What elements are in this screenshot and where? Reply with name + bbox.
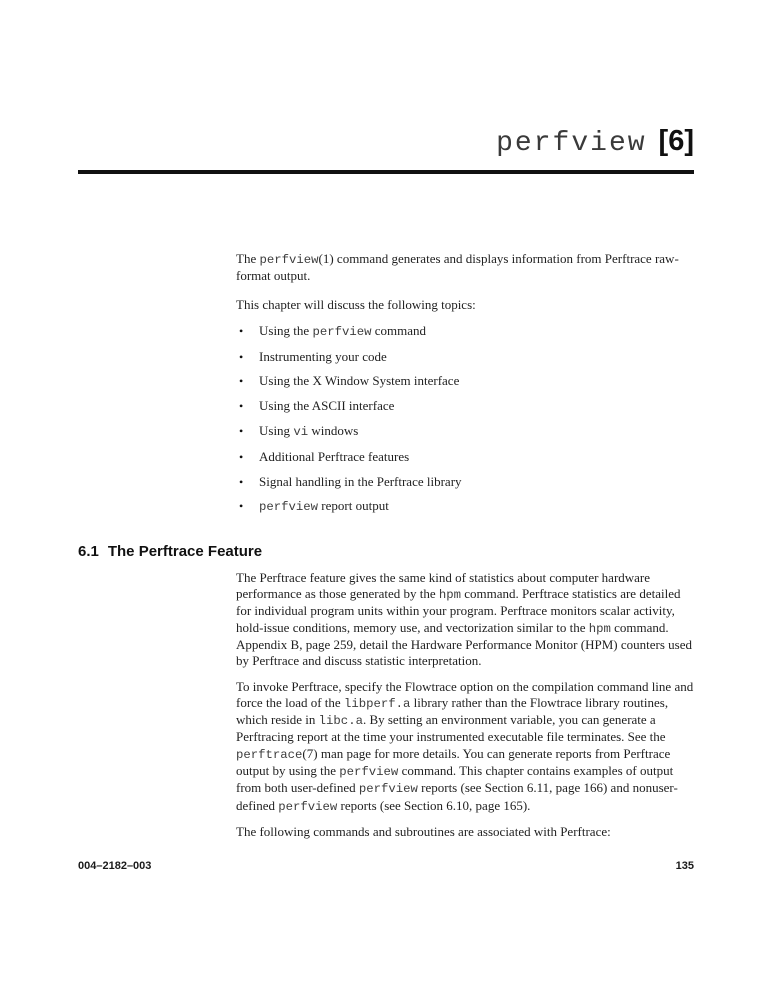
list-item-label: Using the ASCII interface [259, 398, 395, 414]
list-item-label: Additional Perftrace features [259, 448, 410, 464]
section-body [236, 570, 694, 840]
chapter-command: perfview [496, 128, 647, 159]
list-item [236, 373, 694, 389]
bullet-icon: • [239, 349, 244, 364]
section-heading [78, 543, 694, 561]
list-item [236, 474, 694, 490]
list-item-label: Signal handling in the Perftrace library [259, 473, 462, 489]
bullet-icon: • [239, 499, 244, 514]
list-item [236, 323, 694, 340]
page-footer [78, 860, 694, 872]
list-item-label: Using vi windows [259, 423, 359, 440]
section-title: The Perftrace Feature [107, 542, 263, 560]
section-paragraph-3: The following commands and subroutines are associated with Perftrace: [236, 823, 611, 839]
bullet-icon: • [239, 374, 244, 389]
chapter-rule [78, 170, 694, 174]
section-paragraph-1: The Perftrace feature gives the same kind of statistics about computer hardware performance as those generated by the hpm command. Perftrace statistics are detailed for individual program units within your program. Perftrace monitors scalar activity, hold-issue conditions, memory use, and vectorization similar to the hpm command. Appendix B, page 259, detail the Hardware Performance Monitor (HPM) counters used by Perftrace and discuss statistic interpretation. [236, 569, 692, 669]
list-item [236, 349, 694, 365]
section-paragraph-2: To invoke Perftrace, specify the Flowtrace option on the compilation command line and force the load of the libperf.a library rather than the Flowtrace library routines, which reside in libc.a. By setting an environment variable, you can generate a Perftracing report at the time your instrumented executable file terminates. See the perftrace(7) man page for more details. You can generate reports from Perftrace output by using the perfview command. This chapter contains examples of output from both user-defined perfview reports (see Section 6.11, page 166) and nonuser-defined perfview reports (see Section 6.10, page 165). [236, 678, 694, 814]
doc-number: 004–2182–003 [78, 860, 152, 872]
list-item [236, 498, 694, 515]
list-item [236, 398, 694, 414]
page-number: 135 [675, 860, 694, 872]
list-item [236, 449, 694, 465]
bullet-icon: • [239, 449, 244, 464]
list-item-label: Instrumenting your code [259, 348, 387, 364]
intro-body [236, 251, 694, 516]
list-item-label: Using the perfview command [259, 322, 427, 339]
intro-paragraph-1: The perfview(1) command generates and displays information from Perftrace raw-format output. [236, 251, 679, 284]
bullet-icon: • [239, 424, 244, 439]
topics-list [236, 323, 694, 516]
bullet-icon: • [239, 399, 244, 414]
list-item [236, 423, 694, 440]
bullet-icon: • [239, 323, 244, 338]
list-item-label: Using the X Window System interface [259, 373, 460, 389]
section-number: 6.1 [78, 542, 99, 560]
chapter-title [78, 122, 694, 161]
bullet-icon: • [239, 474, 244, 489]
list-item-label: perfview report output [259, 498, 389, 515]
chapter-number-badge: [6] [658, 125, 694, 157]
intro-paragraph-2: This chapter will discuss the following topics: [236, 296, 476, 312]
